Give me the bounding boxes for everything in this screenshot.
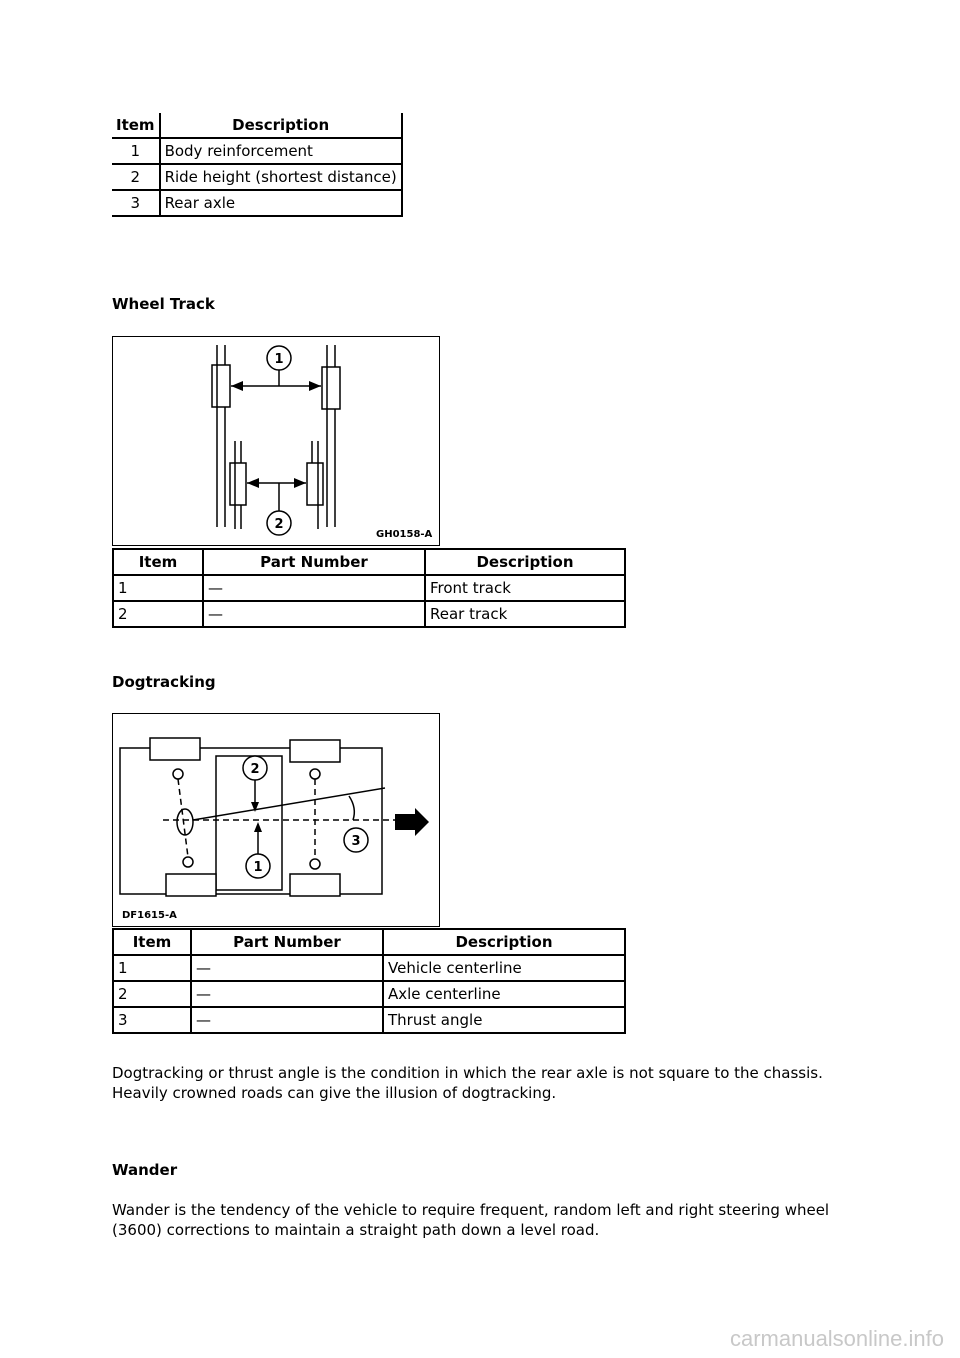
table-row xyxy=(113,1007,625,1033)
table-cell-description: Rear axle xyxy=(160,190,402,216)
table-cell-description: Rear track xyxy=(425,601,625,627)
table-cell-item: 2 xyxy=(113,981,191,1007)
table-header-cell: Item xyxy=(112,113,160,138)
table-header-cell: Item xyxy=(113,549,203,575)
callout-2: 2 xyxy=(250,762,260,777)
callout-2: 2 xyxy=(274,517,284,532)
table-header-row xyxy=(113,549,625,575)
table-cell-description: Thrust angle xyxy=(383,1007,625,1033)
figure-code: GH0158-A xyxy=(376,529,433,540)
table-row xyxy=(112,138,402,164)
dogtracking-figure xyxy=(112,713,440,927)
wheel-track-diagram xyxy=(113,337,439,545)
table-cell-part-number: — xyxy=(191,955,383,981)
table-header-row xyxy=(113,929,625,955)
wheel-track-table xyxy=(112,548,626,628)
wheel-track-heading: Wheel Track xyxy=(112,295,215,313)
dogtracking-table xyxy=(112,928,626,1034)
table-cell-description: Vehicle centerline xyxy=(383,955,625,981)
dogtracking-paragraph: Dogtracking or thrust angle is the condition in which the rear axle is not square to the chassis. Heavily crowned roads can give the illusion of dogtracking. xyxy=(112,1064,823,1102)
table-header-cell: Item xyxy=(113,929,191,955)
table-cell-description: Front track xyxy=(425,575,625,601)
dogtracking-diagram xyxy=(113,714,439,926)
dogtracking-heading: Dogtracking xyxy=(112,673,216,691)
table-row xyxy=(113,981,625,1007)
table-cell-description: Ride height (shortest distance) xyxy=(160,164,402,190)
wander-heading: Wander xyxy=(112,1161,178,1179)
table-header-cell: Part Number xyxy=(203,549,425,575)
table-cell-item: 2 xyxy=(112,164,160,190)
table-header-cell: Part Number xyxy=(191,929,383,955)
table-cell-item: 3 xyxy=(113,1007,191,1033)
wheel-track-figure xyxy=(112,336,440,546)
table-header-row xyxy=(112,113,402,138)
table-row xyxy=(112,190,402,216)
table-cell-item: 2 xyxy=(113,601,203,627)
figure-code: DF1615-A xyxy=(122,910,177,921)
table-cell-part-number: — xyxy=(203,601,425,627)
callout-3: 3 xyxy=(351,834,361,849)
table-cell-description: Axle centerline xyxy=(383,981,625,1007)
table-row xyxy=(112,164,402,190)
table-cell-part-number: — xyxy=(191,1007,383,1033)
table-cell-part-number: — xyxy=(203,575,425,601)
table-header-cell: Description xyxy=(160,113,402,138)
table-row xyxy=(113,601,625,627)
table-row xyxy=(113,955,625,981)
table-row xyxy=(113,575,625,601)
callout-1: 1 xyxy=(274,352,284,367)
table-header-cell: Description xyxy=(425,549,625,575)
table-cell-part-number: — xyxy=(191,981,383,1007)
table-cell-item: 1 xyxy=(113,955,191,981)
callout-1: 1 xyxy=(253,860,263,875)
table-cell-item: 1 xyxy=(113,575,203,601)
table-cell-item: 1 xyxy=(112,138,160,164)
table-cell-description: Body reinforcement xyxy=(160,138,402,164)
item-description-table xyxy=(112,113,403,217)
footer-watermark: carmanualsonline.info xyxy=(729,1326,944,1351)
wander-paragraph: Wander is the tendency of the vehicle to require frequent, random left and right steering wheel (3600) corrections to maintain a straight path down a level road. xyxy=(112,1201,830,1239)
table-cell-item: 3 xyxy=(112,190,160,216)
table-header-cell: Description xyxy=(383,929,625,955)
